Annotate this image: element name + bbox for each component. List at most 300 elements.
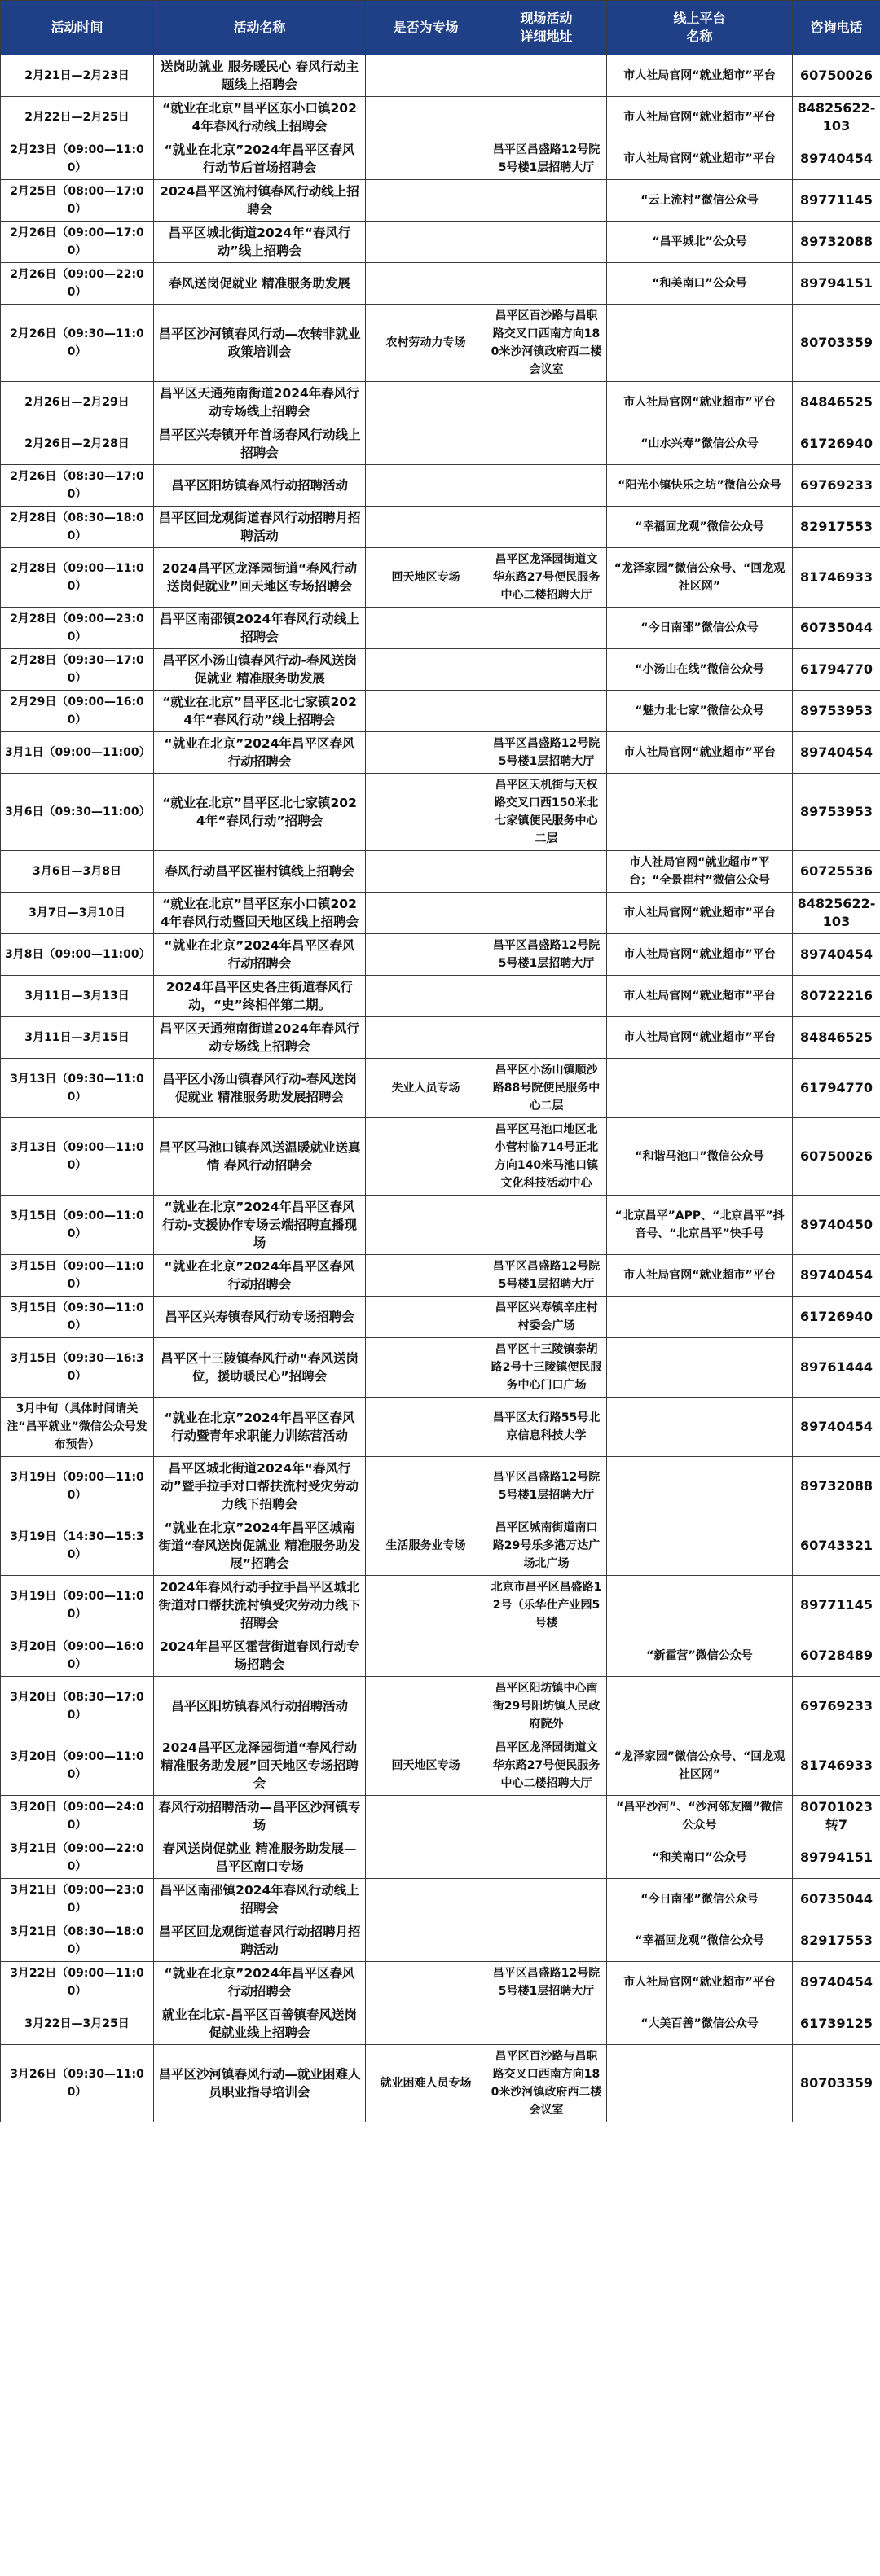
cell-platform: “小汤山在线”微信公众号	[607, 649, 793, 691]
cell-special	[366, 851, 486, 893]
cell-platform: 市人社局官网“就业超市”平台	[607, 893, 793, 934]
cell-special	[366, 1017, 486, 1059]
cell-time: 3月15日（09:30—16:30）	[1, 1338, 154, 1398]
table-row	[1, 691, 880, 732]
cell-special	[366, 893, 486, 934]
cell-phone: 60728489	[793, 1635, 880, 1677]
cell-address	[486, 1017, 607, 1059]
cell-phone: 82917553	[793, 1920, 880, 1962]
cell-phone: 84846525	[793, 1017, 880, 1059]
cell-time: 2月28日（09:30—17:00）	[1, 649, 154, 691]
cell-time: 3月20日（08:30—17:00）	[1, 1677, 154, 1736]
cell-platform: “阳光小镇快乐之坊”微信公众号	[607, 465, 793, 507]
cell-time: 2月25日（08:00—17:00）	[1, 180, 154, 222]
cell-address	[486, 180, 607, 222]
cell-address: 昌平区兴寿镇辛庄村村委会广场	[486, 1297, 607, 1338]
cell-time: 3月21日（09:00—22:00）	[1, 1837, 154, 1879]
cell-event-name: 就业在北京-昌平区百善镇春风送岗促就业线上招聘会	[154, 2003, 366, 2045]
cell-event-name: 春风行动昌平区崔村镇线上招聘会	[154, 851, 366, 893]
cell-special	[366, 1879, 486, 1920]
table-row	[1, 423, 880, 465]
cell-special	[366, 1576, 486, 1635]
cell-time: 2月29日（09:00—16:00）	[1, 691, 154, 732]
cell-special	[366, 1796, 486, 1837]
cell-time: 3月22日（09:00—11:00）	[1, 1962, 154, 2003]
cell-event-name: “就业在北京”2024年昌平区城南街道“春风送岗促就业 精准服务助发展”招聘会	[154, 1516, 366, 1576]
cell-address	[486, 1635, 607, 1677]
cell-event-name: 昌平区回龙观街道春风行动招聘月招聘活动	[154, 507, 366, 548]
cell-phone: 61726940	[793, 1297, 880, 1338]
cell-event-name: 2024年春风行动手拉手昌平区城北街道对口帮扶流村镇受灾劳动力线下招聘会	[154, 1576, 366, 1635]
table-row	[1, 774, 880, 851]
table-row	[1, 548, 880, 608]
header-row	[1, 1, 880, 55]
cell-phone: 89740454	[793, 1398, 880, 1457]
cell-phone: 80722216	[793, 976, 880, 1017]
cell-platform: “北京昌平”APP、“北京昌平”抖音号、“北京昌平”快手号	[607, 1196, 793, 1255]
cell-platform	[607, 774, 793, 851]
cell-phone: 89794151	[793, 1837, 880, 1879]
cell-platform: “和美南口”公众号	[607, 1837, 793, 1879]
header-name: 活动名称	[154, 1, 366, 55]
cell-time: 3月19日（09:00—11:00）	[1, 1457, 154, 1516]
cell-time: 3月26日（09:30—11:00）	[1, 2045, 154, 2122]
cell-special	[366, 1457, 486, 1516]
cell-time: 3月11日—3月13日	[1, 976, 154, 1017]
cell-platform: 市人社局官网“就业超市”平台	[607, 732, 793, 774]
table-row	[1, 222, 880, 263]
cell-time: 3月15日（09:00—11:00）	[1, 1196, 154, 1255]
cell-event-name: “就业在北京”2024年昌平区春风行动暨青年求职能力训练营活动	[154, 1398, 366, 1457]
cell-address	[486, 976, 607, 1017]
cell-special	[366, 423, 486, 465]
cell-platform	[607, 1297, 793, 1338]
cell-phone: 89771145	[793, 180, 880, 222]
cell-platform: 市人社局官网“就业超市”平台	[607, 55, 793, 97]
cell-special	[366, 976, 486, 1017]
table-row	[1, 2045, 880, 2122]
table-row	[1, 2003, 880, 2045]
cell-event-name: 昌平区南邵镇2024年春风行动线上招聘会	[154, 608, 366, 649]
cell-platform: “幸福回龙观”微信公众号	[607, 1920, 793, 1962]
cell-special	[366, 55, 486, 97]
table-row	[1, 1837, 880, 1879]
cell-address	[486, 851, 607, 893]
cell-event-name: 2024昌平区龙泽园街道“春风行动 精准服务助发展”回天地区专场招聘会	[154, 1736, 366, 1796]
cell-special	[366, 1635, 486, 1677]
cell-time: 3月13日（09:00—11:00）	[1, 1118, 154, 1196]
cell-time: 2月26日（08:30—17:00）	[1, 465, 154, 507]
table-row	[1, 976, 880, 1017]
cell-phone: 80703359	[793, 2045, 880, 2122]
cell-event-name: 昌平区小汤山镇春风行动-春风送岗促就业 精准服务助发展	[154, 649, 366, 691]
header-address: 现场活动 详细地址	[486, 1, 607, 55]
table-row	[1, 180, 880, 222]
cell-platform: “昌平沙河”、“沙河邻友圈”微信公众号	[607, 1796, 793, 1837]
cell-event-name: “就业在北京”昌平区东小口镇2024年春风行动暨回天地区线上招聘会	[154, 893, 366, 934]
cell-platform: 市人社局官网“就业超市”平台	[607, 1017, 793, 1059]
cell-address: 昌平区昌盛路12号院5号楼1层招聘大厅	[486, 934, 607, 976]
table-row	[1, 1796, 880, 1837]
cell-platform	[607, 1516, 793, 1576]
cell-phone: 89794151	[793, 263, 880, 305]
cell-time: 3月21日（08:30—18:00）	[1, 1920, 154, 1962]
table-row	[1, 1920, 880, 1962]
cell-event-name: 昌平区沙河镇春风行动—农转非就业政策培训会	[154, 305, 366, 382]
cell-platform	[607, 2045, 793, 2122]
cell-event-name: 昌平区阳坊镇春风行动招聘活动	[154, 465, 366, 507]
cell-special	[366, 774, 486, 851]
cell-address	[486, 507, 607, 548]
cell-event-name: 昌平区城北街道2024年“春风行动”线上招聘会	[154, 222, 366, 263]
cell-event-name: “就业在北京”2024年昌平区春风行动-支援协作专场云端招聘直播现场	[154, 1196, 366, 1255]
cell-special	[366, 1837, 486, 1879]
cell-platform	[607, 1059, 793, 1118]
cell-address: 昌平区昌盛路12号院5号楼1层招聘大厅	[486, 732, 607, 774]
table-row	[1, 1962, 880, 2003]
cell-event-name: “就业在北京”2024年昌平区春风行动节后首场招聘会	[154, 138, 366, 180]
header-phone: 咨询电话	[793, 1, 880, 55]
table-row	[1, 851, 880, 893]
cell-address	[486, 222, 607, 263]
cell-time: 2月28日（09:00—23:00）	[1, 608, 154, 649]
cell-event-name: 昌平区兴寿镇春风行动专场招聘会	[154, 1297, 366, 1338]
table-row	[1, 1118, 880, 1196]
cell-platform: 市人社局官网“就业超市”平台	[607, 138, 793, 180]
table-row	[1, 1338, 880, 1398]
cell-phone: 81746933	[793, 548, 880, 608]
cell-special: 失业人员专场	[366, 1059, 486, 1118]
table-row	[1, 1297, 880, 1338]
cell-time: 2月26日（09:00—22:00）	[1, 263, 154, 305]
cell-phone: 60735044	[793, 1879, 880, 1920]
cell-time: 2月26日—2月29日	[1, 382, 154, 423]
cell-time: 3月15日（09:30—11:00）	[1, 1297, 154, 1338]
cell-platform: 市人社局官网“就业超市”平台	[607, 1962, 793, 2003]
cell-phone: 89732088	[793, 1457, 880, 1516]
cell-special: 回天地区专场	[366, 548, 486, 608]
cell-platform	[607, 1576, 793, 1635]
cell-special	[366, 1920, 486, 1962]
cell-platform: “今日南邵”微信公众号	[607, 1879, 793, 1920]
cell-platform: “龙泽家园”微信公众号、“回龙观社区网”	[607, 548, 793, 608]
cell-address	[486, 1796, 607, 1837]
table-row	[1, 55, 880, 97]
table-row	[1, 732, 880, 774]
cell-event-name: 昌平区兴寿镇开年首场春风行动线上招聘会	[154, 423, 366, 465]
cell-platform: 市人社局官网“就业超市”平台	[607, 976, 793, 1017]
cell-special	[366, 263, 486, 305]
cell-event-name: 2024年昌平区史各庄街道春风行动，“史”终相伴第二期。	[154, 976, 366, 1017]
cell-special	[366, 934, 486, 976]
cell-platform: “龙泽家园”微信公众号、“回龙观社区网”	[607, 1736, 793, 1796]
cell-special	[366, 691, 486, 732]
cell-phone: 82917553	[793, 507, 880, 548]
cell-time: 2月23日（09:00—11:00）	[1, 138, 154, 180]
cell-time: 3月19日（09:00—11:00）	[1, 1576, 154, 1635]
cell-address: 昌平区百沙路与昌职路交叉口西南方向180米沙河镇政府西二楼会议室	[486, 305, 607, 382]
cell-platform	[607, 1398, 793, 1457]
cell-time: 3月11日—3月15日	[1, 1017, 154, 1059]
cell-special	[366, 2003, 486, 2045]
cell-phone: 80701023转7	[793, 1796, 880, 1837]
cell-special: 就业困难人员专场	[366, 2045, 486, 2122]
cell-platform: “魅力北七家”微信公众号	[607, 691, 793, 732]
cell-event-name: 昌平区天通苑南街道2024年春风行动专场线上招聘会	[154, 382, 366, 423]
table-row	[1, 263, 880, 305]
cell-special	[366, 97, 486, 138]
table-row	[1, 1576, 880, 1635]
cell-special	[366, 1118, 486, 1196]
cell-event-name: 2024昌平区流村镇春风行动线上招聘会	[154, 180, 366, 222]
cell-address: 昌平区天机街与天权路交叉口西150米北七家镇便民服务中心二层	[486, 774, 607, 851]
cell-platform: 市人社局官网“就业超市”平台	[607, 382, 793, 423]
cell-special	[366, 507, 486, 548]
cell-address: 昌平区昌盛路12号院5号楼1层招聘大厅	[486, 1255, 607, 1297]
cell-address: 昌平区阳坊镇中心南街29号阳坊镇人民政府院外	[486, 1677, 607, 1736]
cell-phone: 89740450	[793, 1196, 880, 1255]
header-platform: 线上平台 名称	[607, 1, 793, 55]
cell-event-name: 昌平区南邵镇2024年春风行动线上招聘会	[154, 1879, 366, 1920]
cell-event-name: 昌平区小汤山镇春风行动-春风送岗促就业 精准服务助发展招聘会	[154, 1059, 366, 1118]
table-row	[1, 465, 880, 507]
table-row	[1, 1879, 880, 1920]
cell-special	[366, 732, 486, 774]
table-row	[1, 1059, 880, 1118]
cell-phone: 89732088	[793, 222, 880, 263]
table-row	[1, 1677, 880, 1736]
cell-time: 3月20日（09:00—16:00）	[1, 1635, 154, 1677]
cell-phone: 60750026	[793, 1118, 880, 1196]
cell-platform: 市人社局官网“就业超市”平台	[607, 97, 793, 138]
cell-platform: “和美南口”公众号	[607, 263, 793, 305]
table-header	[1, 1, 880, 55]
cell-special	[366, 138, 486, 180]
cell-phone: 84825622-103	[793, 97, 880, 138]
cell-phone: 89740454	[793, 934, 880, 976]
cell-special	[366, 1677, 486, 1736]
cell-event-name: 2024昌平区龙泽园街道“春风行动 送岗促就业”回天地区专场招聘会	[154, 548, 366, 608]
cell-event-name: 昌平区天通苑南街道2024年春风行动专场线上招聘会	[154, 1017, 366, 1059]
table-row	[1, 1736, 880, 1796]
cell-address	[486, 1837, 607, 1879]
cell-phone: 60735044	[793, 608, 880, 649]
cell-time: 2月28日（09:00—11:00）	[1, 548, 154, 608]
cell-special	[366, 222, 486, 263]
table-row	[1, 649, 880, 691]
cell-time: 3月13日（09:30—11:00）	[1, 1059, 154, 1118]
cell-address	[486, 608, 607, 649]
cell-time: 2月26日—2月28日	[1, 423, 154, 465]
cell-time: 2月26日（09:30—11:00）	[1, 305, 154, 382]
table-body	[1, 55, 880, 2122]
cell-address	[486, 2003, 607, 2045]
cell-platform: “山水兴寿”微信公众号	[607, 423, 793, 465]
cell-address	[486, 55, 607, 97]
cell-phone: 61739125	[793, 2003, 880, 2045]
cell-address	[486, 691, 607, 732]
cell-platform: 市人社局官网“就业超市”平台	[607, 934, 793, 976]
cell-event-name: “就业在北京”2024年昌平区春风行动招聘会	[154, 1255, 366, 1297]
cell-platform: “新霍营”微信公众号	[607, 1635, 793, 1677]
cell-phone: 61726940	[793, 423, 880, 465]
table-row	[1, 1635, 880, 1677]
cell-platform: “昌平城北”公众号	[607, 222, 793, 263]
cell-platform	[607, 1457, 793, 1516]
cell-time: 2月21日—2月23日	[1, 55, 154, 97]
cell-address	[486, 1196, 607, 1255]
table-row	[1, 1457, 880, 1516]
table-row	[1, 305, 880, 382]
cell-event-name: “就业在北京”2024年昌平区春风行动招聘会	[154, 934, 366, 976]
cell-address: 昌平区龙泽园街道文华东路27号便民服务中心二楼招聘大厅	[486, 548, 607, 608]
cell-special	[366, 180, 486, 222]
cell-platform	[607, 305, 793, 382]
cell-phone: 60743321	[793, 1516, 880, 1576]
cell-address: 昌平区小汤山镇顺沙路88号院便民服务中心二层	[486, 1059, 607, 1118]
table-row	[1, 934, 880, 976]
cell-address	[486, 97, 607, 138]
table-row	[1, 1398, 880, 1457]
cell-event-name: “就业在北京”昌平区东小口镇2024年春风行动线上招聘会	[154, 97, 366, 138]
cell-platform: 市人社局官网“就业超市”平台；“全景崔村”微信公众号	[607, 851, 793, 893]
cell-phone: 69769233	[793, 465, 880, 507]
cell-phone: 60725536	[793, 851, 880, 893]
cell-phone: 89771145	[793, 1576, 880, 1635]
cell-event-name: “就业在北京”昌平区北七家镇2024年“春风行动”招聘会	[154, 774, 366, 851]
cell-address	[486, 382, 607, 423]
table-row	[1, 893, 880, 934]
cell-time: 3月15日（09:00—11:00）	[1, 1255, 154, 1297]
cell-time: 3月22日—3月25日	[1, 2003, 154, 2045]
cell-special	[366, 1398, 486, 1457]
cell-phone: 84825622-103	[793, 893, 880, 934]
cell-address: 昌平区昌盛路12号院5号楼1层招聘大厅	[486, 1962, 607, 2003]
table-row	[1, 382, 880, 423]
cell-time: 3月21日（09:00—23:00）	[1, 1879, 154, 1920]
cell-platform: 市人社局官网“就业超市”平台	[607, 1255, 793, 1297]
cell-phone: 61794770	[793, 1059, 880, 1118]
cell-address: 北京市昌平区昌盛路12号（乐华仕产业园5号楼	[486, 1576, 607, 1635]
cell-phone: 89753953	[793, 691, 880, 732]
cell-event-name: 昌平区阳坊镇春风行动招聘活动	[154, 1677, 366, 1736]
cell-event-name: “就业在北京”昌平区北七家镇2024年“春风行动”线上招聘会	[154, 691, 366, 732]
cell-phone: 89761444	[793, 1338, 880, 1398]
table-row	[1, 1255, 880, 1297]
cell-address: 昌平区昌盛路12号院5号楼1层招聘大厅	[486, 1457, 607, 1516]
cell-platform	[607, 1677, 793, 1736]
table-row	[1, 608, 880, 649]
cell-address: 昌平区百沙路与昌职路交叉口西南方向180米沙河镇政府西二楼会议室	[486, 2045, 607, 2122]
cell-address: 昌平区龙泽园街道文华东路27号便民服务中心二楼招聘大厅	[486, 1736, 607, 1796]
cell-event-name: 昌平区沙河镇春风行动—就业困难人员职业指导培训会	[154, 2045, 366, 2122]
cell-special	[366, 1255, 486, 1297]
table-row	[1, 507, 880, 548]
cell-phone: 81746933	[793, 1736, 880, 1796]
cell-special: 农村劳动力专场	[366, 305, 486, 382]
cell-event-name: 春风送岗促就业 精准服务助发展	[154, 263, 366, 305]
cell-address	[486, 649, 607, 691]
table-row	[1, 138, 880, 180]
cell-address: 昌平区太行路55号北京信息科技大学	[486, 1398, 607, 1457]
cell-phone: 89740454	[793, 732, 880, 774]
cell-time: 2月28日（08:30—18:00）	[1, 507, 154, 548]
cell-platform: “大美百善”微信公众号	[607, 2003, 793, 2045]
cell-phone: 84846525	[793, 382, 880, 423]
cell-special	[366, 649, 486, 691]
cell-event-name: 昌平区马池口镇春风送温暖就业送真情 春风行动招聘会	[154, 1118, 366, 1196]
cell-phone: 89740454	[793, 1255, 880, 1297]
cell-event-name: “就业在北京”2024年昌平区春风行动招聘会	[154, 1962, 366, 2003]
cell-platform: “和谐马池口”微信公众号	[607, 1118, 793, 1196]
table-row	[1, 1196, 880, 1255]
table-row	[1, 1516, 880, 1576]
cell-platform: “今日南邵”微信公众号	[607, 608, 793, 649]
cell-special	[366, 1196, 486, 1255]
cell-event-name: 送岗助就业 服务暖民心 春风行动主题线上招聘会	[154, 55, 366, 97]
cell-address	[486, 465, 607, 507]
cell-special	[366, 382, 486, 423]
cell-event-name: 2024年昌平区霍营街道春风行动专场招聘会	[154, 1635, 366, 1677]
cell-special	[366, 1297, 486, 1338]
cell-time: 3月6日—3月8日	[1, 851, 154, 893]
cell-time: 3月6日（09:30—11:00）	[1, 774, 154, 851]
header-special: 是否为专场	[366, 1, 486, 55]
cell-platform: “幸福回龙观”微信公众号	[607, 507, 793, 548]
cell-platform	[607, 1338, 793, 1398]
cell-address	[486, 1879, 607, 1920]
cell-phone: 69769233	[793, 1677, 880, 1736]
cell-phone: 89753953	[793, 774, 880, 851]
cell-time: 3月20日（09:00—24:00）	[1, 1796, 154, 1837]
header-time: 活动时间	[1, 1, 154, 55]
cell-phone: 89740454	[793, 1962, 880, 2003]
cell-platform: “云上流村”微信公众号	[607, 180, 793, 222]
cell-time: 2月22日—2月25日	[1, 97, 154, 138]
cell-address: 昌平区城南街道南口路29号乐多港万达广场北广场	[486, 1516, 607, 1576]
cell-time: 3月20日（09:00—11:00）	[1, 1736, 154, 1796]
cell-address: 昌平区十三陵镇泰胡路2号十三陵镇便民服务中心门口广场	[486, 1338, 607, 1398]
cell-event-name: 昌平区城北街道2024年“春风行动”暨手拉手对口帮扶流村受灾劳动力线下招聘会	[154, 1457, 366, 1516]
cell-time: 3月19日（14:30—15:30）	[1, 1516, 154, 1576]
cell-event-name: “就业在北京”2024年昌平区春风行动招聘会	[154, 732, 366, 774]
cell-address	[486, 893, 607, 934]
cell-phone: 60750026	[793, 55, 880, 97]
cell-special	[366, 1338, 486, 1398]
cell-special	[366, 1962, 486, 2003]
cell-event-name: 昌平区十三陵镇春风行动“春风送岗位，援助暖民心”招聘会	[154, 1338, 366, 1398]
cell-special: 回天地区专场	[366, 1736, 486, 1796]
cell-time: 3月7日—3月10日	[1, 893, 154, 934]
cell-special	[366, 608, 486, 649]
cell-event-name: 昌平区回龙观街道春风行动招聘月招聘活动	[154, 1920, 366, 1962]
cell-address	[486, 1920, 607, 1962]
cell-event-name: 春风送岗促就业 精准服务助发展—昌平区南口专场	[154, 1837, 366, 1879]
cell-address: 昌平区昌盛路12号院5号楼1层招聘大厅	[486, 138, 607, 180]
cell-address	[486, 263, 607, 305]
cell-phone: 80703359	[793, 305, 880, 382]
cell-event-name: 春风行动招聘活动—昌平区沙河镇专场	[154, 1796, 366, 1837]
table-row	[1, 1017, 880, 1059]
cell-address	[486, 423, 607, 465]
cell-time: 2月26日（09:00—17:00）	[1, 222, 154, 263]
table-row	[1, 97, 880, 138]
cell-phone: 89740454	[793, 138, 880, 180]
cell-special: 生活服务业专场	[366, 1516, 486, 1576]
cell-time: 3月中旬（具体时间请关注“昌平就业”微信公众号发布预告）	[1, 1398, 154, 1457]
cell-address: 昌平区马池口地区北小营村临714号正北方向140米马池口镇文化科技活动中心	[486, 1118, 607, 1196]
cell-time: 3月8日（09:00—11:00）	[1, 934, 154, 976]
